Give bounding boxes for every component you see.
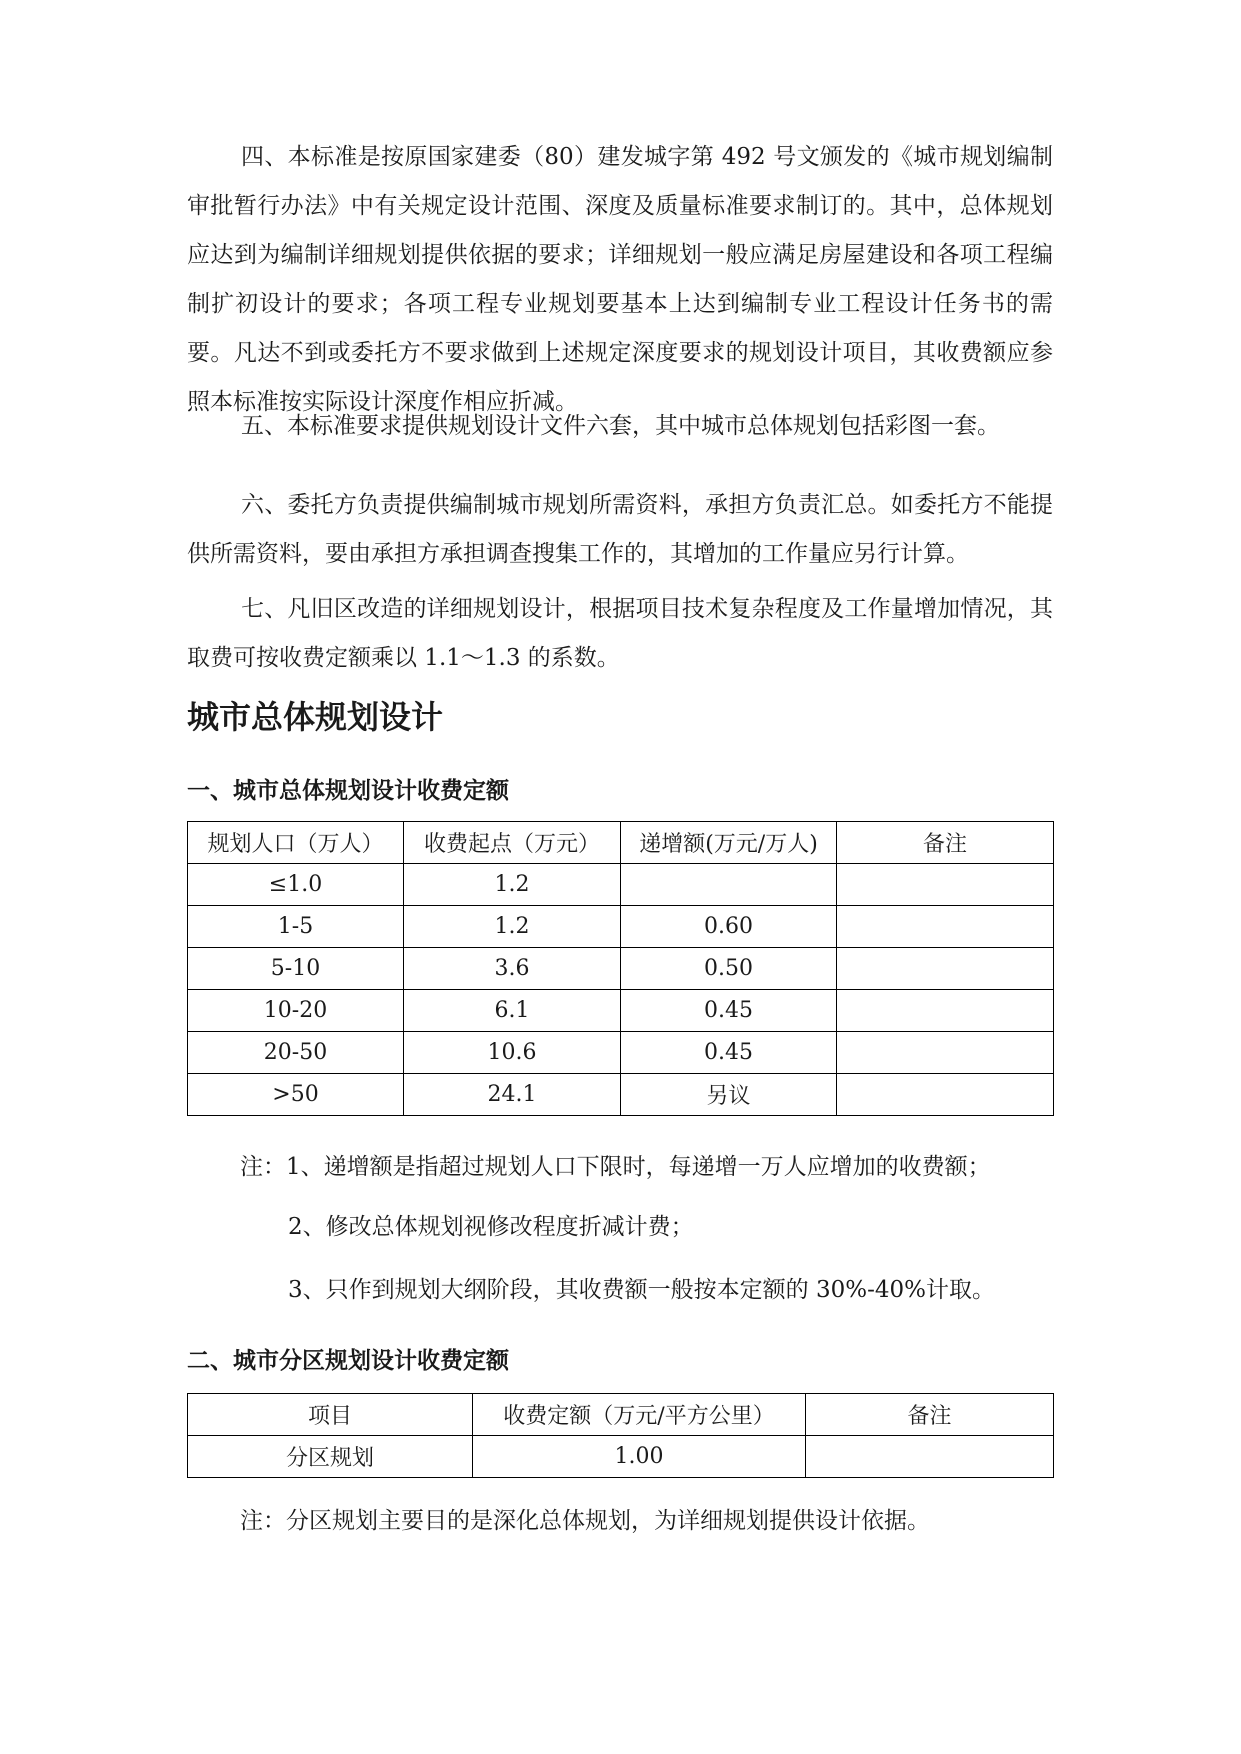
- population-cell: 5-10: [188, 948, 404, 990]
- remark-cell: [806, 1436, 1054, 1478]
- population-cell: 10-20: [188, 990, 404, 1032]
- header-cell: 备注: [806, 1394, 1054, 1436]
- header-cell: 项目: [188, 1394, 473, 1436]
- paragraph-4: 四、本标准是按原国家建委（80）建发城字第 492 号文颁发的《城市规划编制审批暂行办法》中有关规定设计范围、深度及质量标准要求制订的。其中，总体规划应达到为编制详细规划提供依据的要求；详细规划一般应满足房屋建设和各项工程编制扩初设计的要求；各项工程专业规划要基本上达到编制专业工程设计任务书的需要。凡达不到或委托方不要求做到上述规定深度要求的规划设计项目，其收费额应参照本标准按实际设计深度作相应折减。: [187, 144, 1053, 415]
- note-3: 3、只作到规划大纲阶段，其收费额一般按本定额的 30%-40%计取。: [288, 1277, 995, 1303]
- table-row: [188, 1074, 1054, 1116]
- note-district: 注：分区规划主要目的是深化总体规划，为详细规划提供设计依据。: [240, 1508, 930, 1534]
- table-row: [188, 948, 1054, 990]
- table-overall-planning-fees: [187, 821, 1054, 1116]
- paragraph-6: 六、委托方负责提供编制城市规划所需资料，承担方负责汇总。如委托方不能提供所需资料，要由承担方承担调查搜集工作的，其增加的工作量应另行计算。: [187, 492, 1053, 567]
- note-2: 2、修改总体规划视修改程度折减计费；: [288, 1214, 694, 1240]
- header-cell: 收费起点（万元）: [404, 822, 621, 864]
- table-row: [188, 1032, 1054, 1074]
- population-cell: ≤1.0: [188, 864, 404, 906]
- table-row: [188, 1436, 1054, 1478]
- remark-cell: [837, 1074, 1054, 1116]
- fee-cell: 1.00: [473, 1436, 806, 1478]
- table1-title: 一、城市总体规划设计收费定额: [187, 778, 509, 804]
- increment-cell: 另议: [621, 1074, 837, 1116]
- note-1: 注：1、递增额是指超过规划人口下限时，每递增一万人应增加的收费额；: [240, 1154, 991, 1180]
- paragraph-7: 七、凡旧区改造的详细规划设计，根据项目技术复杂程度及工作量增加情况，其取费可按收费定额乘以 1.1～1.3 的系数。: [187, 596, 1053, 671]
- start-fee-cell: 1.2: [404, 864, 621, 906]
- table-row: [188, 990, 1054, 1032]
- header-cell: 备注: [837, 822, 1054, 864]
- increment-cell: 0.60: [621, 906, 837, 948]
- population-cell: >50: [188, 1074, 404, 1116]
- table-row: [188, 864, 1054, 906]
- start-fee-cell: 6.1: [404, 990, 621, 1032]
- start-fee-cell: 24.1: [404, 1074, 621, 1116]
- table-row: [188, 906, 1054, 948]
- increment-cell: 0.45: [621, 990, 837, 1032]
- population-cell: 20-50: [188, 1032, 404, 1074]
- table2-title: 二、城市分区规划设计收费定额: [187, 1348, 509, 1374]
- start-fee-cell: 10.6: [404, 1032, 621, 1074]
- increment-cell: 0.50: [621, 948, 837, 990]
- paragraph-5: 五、本标准要求提供规划设计文件六套，其中城市总体规划包括彩图一套。: [241, 413, 1000, 439]
- table-header-row: [188, 822, 1054, 864]
- remark-cell: [837, 864, 1054, 906]
- remark-cell: [837, 1032, 1054, 1074]
- header-cell: 收费定额（万元/平方公里）: [473, 1394, 806, 1436]
- remark-cell: [837, 948, 1054, 990]
- item-cell: 分区规划: [188, 1436, 473, 1478]
- start-fee-cell: 3.6: [404, 948, 621, 990]
- start-fee-cell: 1.2: [404, 906, 621, 948]
- section-title: 城市总体规划设计: [187, 698, 444, 736]
- table-header-row: [188, 1394, 1054, 1436]
- increment-cell: 0.45: [621, 1032, 837, 1074]
- population-cell: 1-5: [188, 906, 404, 948]
- remark-cell: [837, 990, 1054, 1032]
- header-cell: 规划人口（万人）: [188, 822, 404, 864]
- remark-cell: [837, 906, 1054, 948]
- table-district-planning-fees: [187, 1393, 1054, 1478]
- header-cell: 递增额(万元/万人): [621, 822, 837, 864]
- increment-cell: [621, 864, 837, 906]
